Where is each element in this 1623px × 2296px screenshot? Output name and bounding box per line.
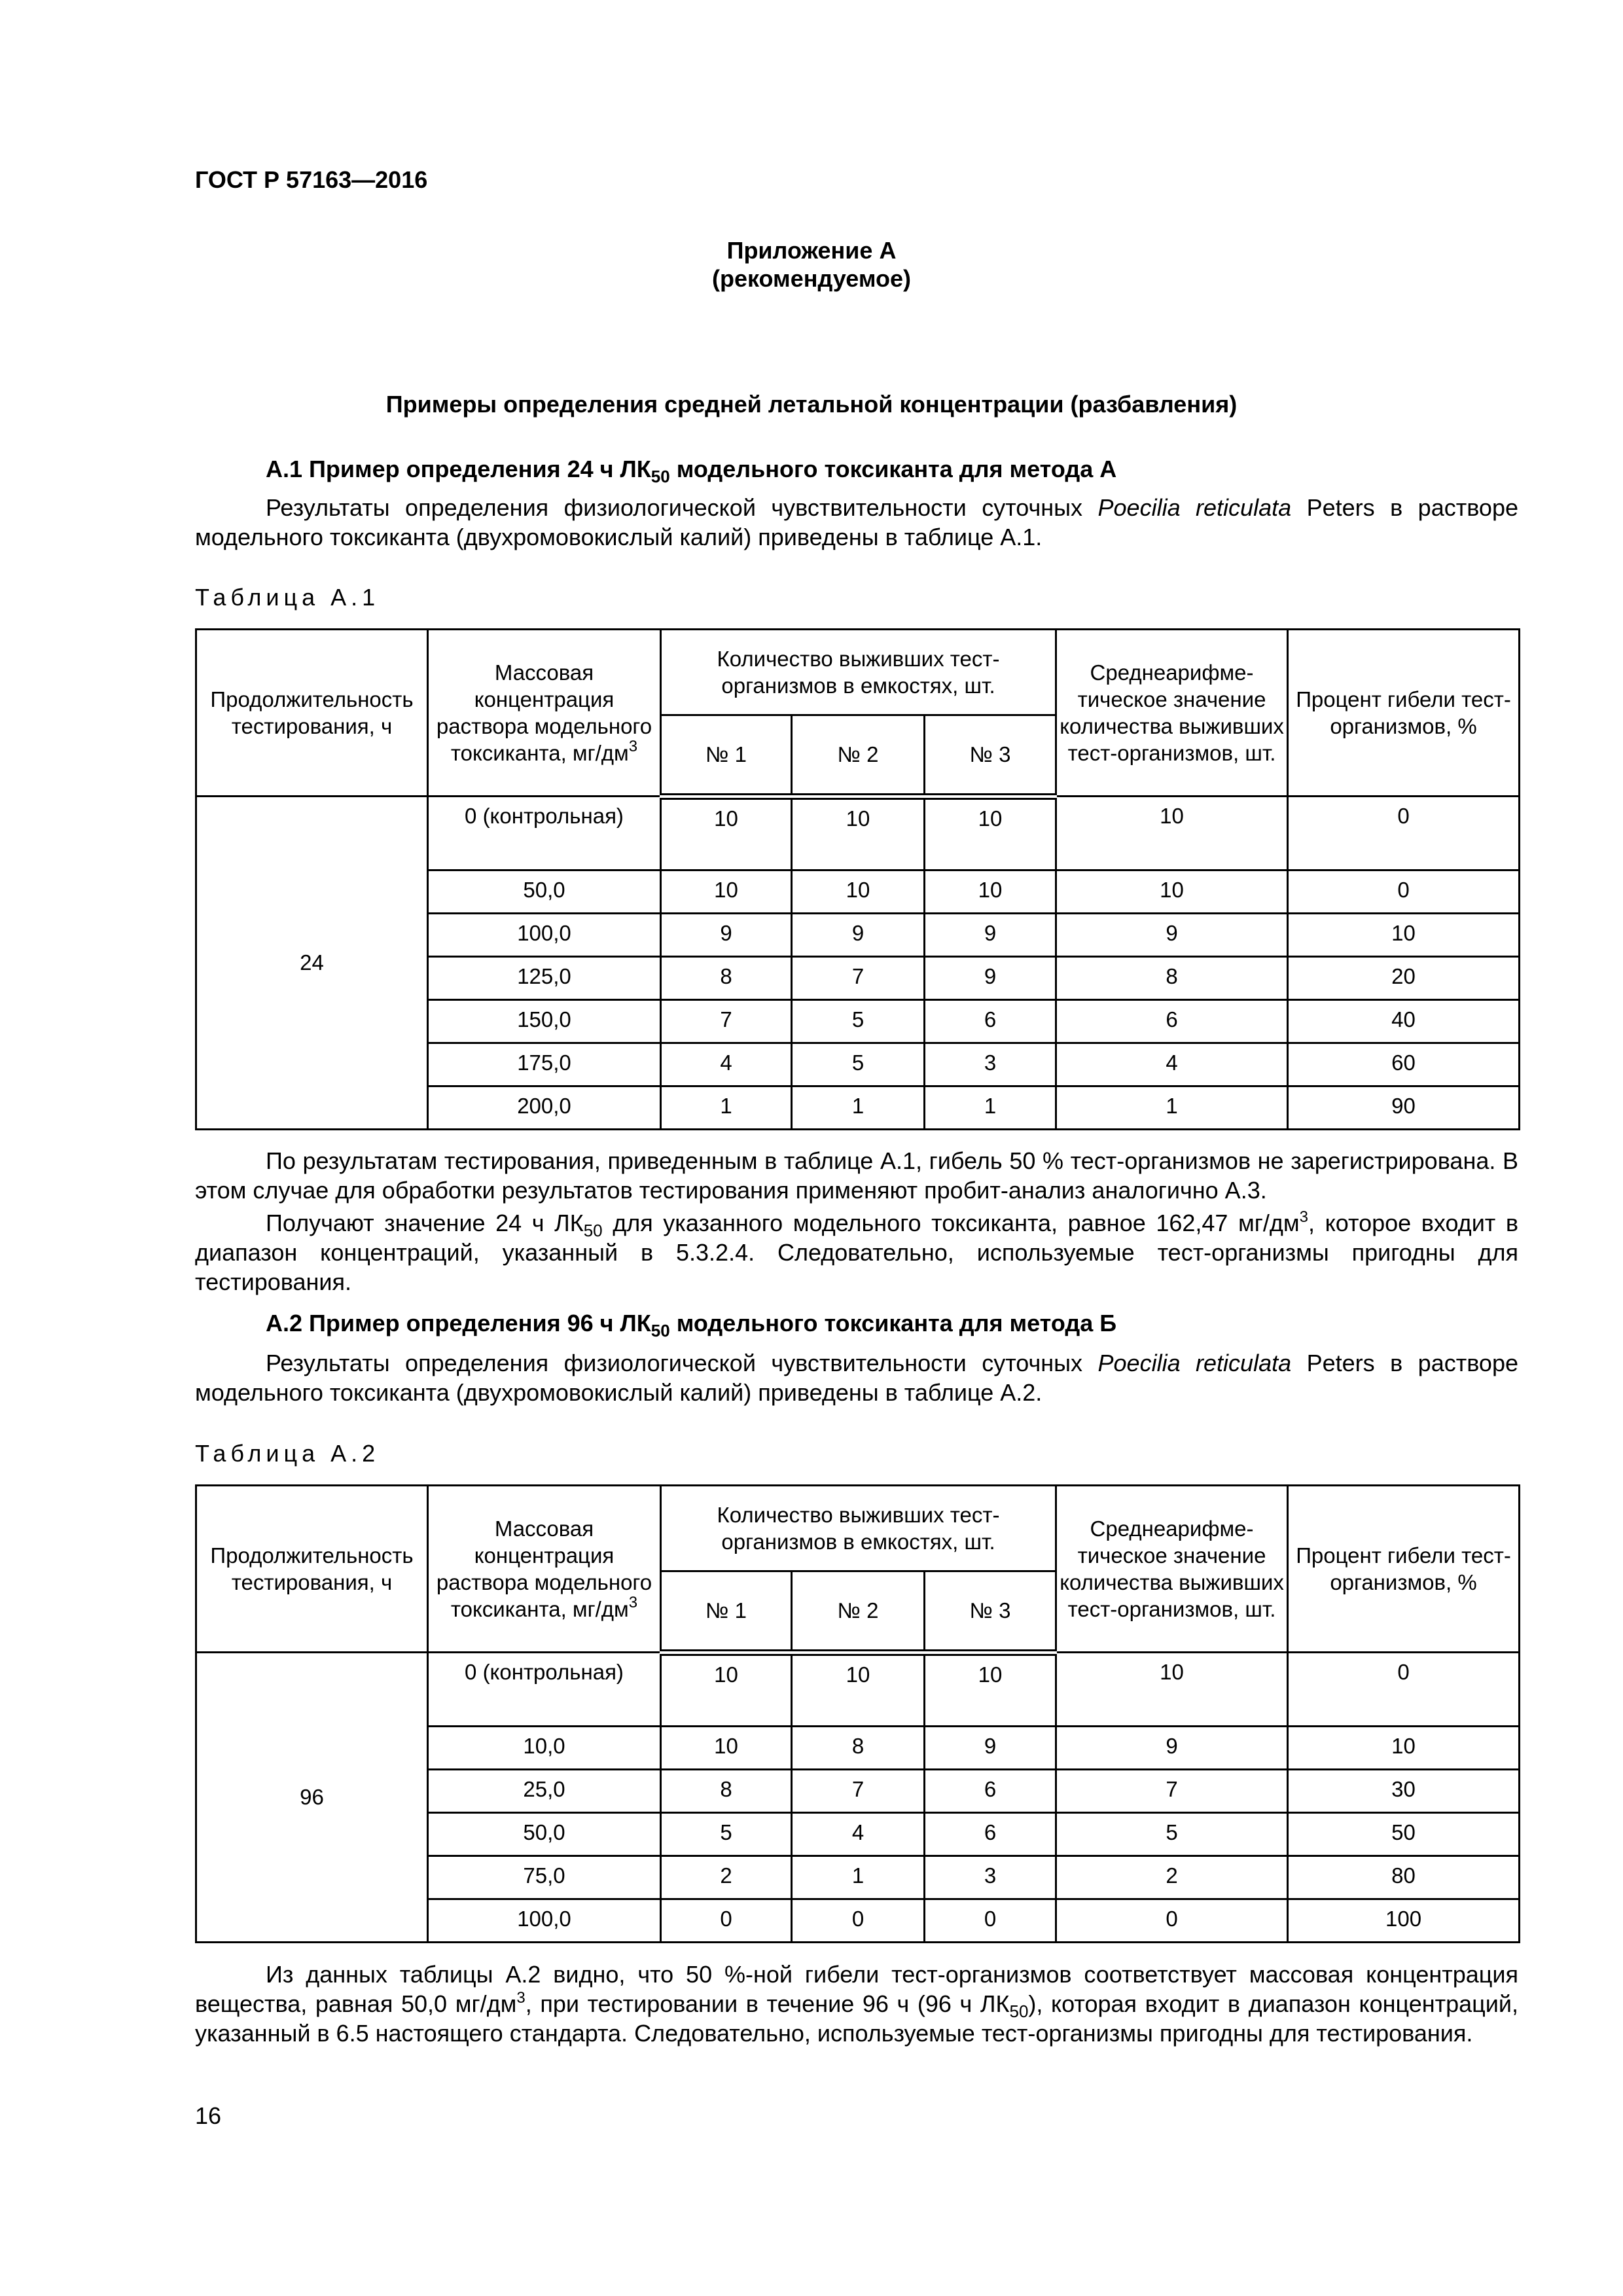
heading-subscript: 50 xyxy=(651,1321,670,1340)
appendix-status: (рекомендуемое) xyxy=(712,265,911,292)
header-concentration xyxy=(428,1486,661,1653)
table-cell: 10 xyxy=(1056,797,1288,870)
table-cell: 4 xyxy=(1056,1043,1288,1086)
table-cell: 10 xyxy=(925,797,1056,870)
table-cell: 0 xyxy=(661,1899,792,1942)
table-cell: 25,0 xyxy=(428,1769,661,1812)
appendix-title: Приложение А xyxy=(726,237,897,264)
section-a1-results xyxy=(195,1146,1518,1297)
section-a1-intro xyxy=(195,493,1518,552)
table-cell: 75,0 xyxy=(428,1856,661,1899)
table-cell: 1 xyxy=(925,1086,1056,1129)
table-cell: 100,0 xyxy=(428,1899,661,1942)
table-cell: 6 xyxy=(925,1812,1056,1856)
subscript: 50 xyxy=(583,1221,603,1240)
header-tank-2: № 2 xyxy=(792,1571,925,1653)
table-a2 xyxy=(195,1484,1520,1943)
table-cell: 10 xyxy=(925,870,1056,913)
text: Результаты определения физиологической чувствительности суточных xyxy=(266,494,1098,521)
table-a1-caption: Таблица А.1 xyxy=(195,584,380,611)
header-concentration xyxy=(428,630,661,797)
header-survivors: Количество выживших тест-организмов в емкостях, шт. xyxy=(661,1486,1056,1571)
table-cell: 175,0 xyxy=(428,1043,661,1086)
page-number: 16 xyxy=(195,2102,222,2129)
table-cell: 8 xyxy=(661,1769,792,1812)
table-cell: 50,0 xyxy=(428,870,661,913)
table-cell: 6 xyxy=(925,999,1056,1043)
table-row xyxy=(196,1653,1520,1727)
header-tank-2: № 2 xyxy=(792,715,925,797)
text: Peters в растворе модельного токсиканта (двухромовокислый калий) приведены в таблице А.1. xyxy=(195,494,1518,550)
header-tank-1: № 1 xyxy=(661,715,792,797)
text: ), которая входит в диапазон концентраций, указанный в 6.5 настоящего стандарта. Следовательно, используемые тест-организмы пригодны для тестирования. xyxy=(195,1990,1518,2047)
table-cell: 40 xyxy=(1288,999,1520,1043)
text: для указанного модельного токсиканта, равное 162,47 мг/дм xyxy=(602,1210,1300,1236)
header-survivors: Количество выживших тест-организмов в емкостях, шт. xyxy=(661,630,1056,715)
header-tank-3: № 3 xyxy=(925,715,1056,797)
table-cell: 10 xyxy=(1288,913,1520,956)
ld50-paragraph xyxy=(195,1208,1518,1297)
table-cell: 8 xyxy=(661,956,792,999)
table-cell: 6 xyxy=(1056,999,1288,1043)
table-cell: 50,0 xyxy=(428,1812,661,1856)
table-cell: 5 xyxy=(1056,1812,1288,1856)
heading-text: А.1 Пример определения 24 ч ЛК xyxy=(266,456,651,482)
table-cell: 8 xyxy=(792,1726,925,1769)
table-cell: 50 xyxy=(1288,1812,1520,1856)
table-cell: 3 xyxy=(925,1856,1056,1899)
header-mortality: Процент гибели тест-организмов, % xyxy=(1288,630,1520,797)
table-cell: 0 xyxy=(792,1899,925,1942)
table-cell: 10 xyxy=(661,1653,792,1727)
table-cell: 10 xyxy=(661,797,792,870)
table-cell: 5 xyxy=(792,999,925,1043)
header-mortality: Процент гибели тест-организмов, % xyxy=(1288,1486,1520,1653)
superscript: 3 xyxy=(628,738,638,755)
table-cell: 7 xyxy=(661,999,792,1043)
table-cell: 10 xyxy=(661,870,792,913)
text: Из данных таблицы А.2 видно, что 50 %-ной гибели тест-организмов соответствует массовая концентрация вещества, равная 50,0 мг/дм xyxy=(195,1961,1518,2017)
table-cell: 1 xyxy=(1056,1086,1288,1129)
header-text: Массовая концентрация раствора модельного токсиканта, мг/дм xyxy=(436,660,652,765)
results-paragraph: По результатам тестирования, приведенным в таблице А.1, гибель 50 % тест-организмов не зарегистрирована. В этом случае для обработки результатов тестирования применяют пробит-анализ аналогично А.3. xyxy=(195,1147,1518,1204)
table-cell: 9 xyxy=(925,956,1056,999)
table-cell: 4 xyxy=(661,1043,792,1086)
table-cell: 90 xyxy=(1288,1086,1520,1129)
table-cell: 0 xyxy=(1288,797,1520,870)
heading-subscript: 50 xyxy=(651,467,670,486)
section-a1-heading xyxy=(266,454,1116,484)
table-cell: 0 xyxy=(1288,870,1520,913)
header-tank-3: № 3 xyxy=(925,1571,1056,1653)
table-cell: 9 xyxy=(925,913,1056,956)
header-mean: Среднеарифме-тическое значение количества выживших тест-организмов, шт. xyxy=(1056,1486,1288,1653)
table-cell: 3 xyxy=(925,1043,1056,1086)
section-a2-results xyxy=(195,1960,1518,2048)
heading-text: А.2 Пример определения 96 ч ЛК xyxy=(266,1310,651,1336)
table-cell: 60 xyxy=(1288,1043,1520,1086)
table-cell: 100,0 xyxy=(428,913,661,956)
superscript: 3 xyxy=(628,1594,638,1611)
table-cell: 7 xyxy=(792,956,925,999)
table-a2-caption: Таблица А.2 xyxy=(195,1440,380,1467)
table-cell: 1 xyxy=(792,1086,925,1129)
table-cell: 1 xyxy=(661,1086,792,1129)
table-cell: 20 xyxy=(1288,956,1520,999)
section-a2-heading xyxy=(266,1308,1116,1338)
header-mean: Среднеарифме-тическое значение количества выживших тест-организмов, шт. xyxy=(1056,630,1288,797)
table-cell: 0 (контрольная) xyxy=(428,797,661,870)
table-cell: 100 xyxy=(1288,1899,1520,1942)
table-cell: 10 xyxy=(1288,1726,1520,1769)
text: Результаты определения физиологической чувствительности суточных xyxy=(266,1350,1098,1376)
table-cell: 10,0 xyxy=(428,1726,661,1769)
table-a1 xyxy=(195,628,1520,1130)
table-cell: 10 xyxy=(925,1653,1056,1727)
table-cell: 0 xyxy=(1288,1653,1520,1727)
table-cell: 2 xyxy=(661,1856,792,1899)
table-cell: 10 xyxy=(1056,870,1288,913)
species-name: Poecilia reticulata xyxy=(1097,1350,1292,1376)
table-cell: 9 xyxy=(925,1726,1056,1769)
table-cell: 150,0 xyxy=(428,999,661,1043)
table-cell: 0 (контрольная) xyxy=(428,1653,661,1727)
subscript: 50 xyxy=(1009,2001,1029,2021)
text: , которое входит в диапазон концентраций, указанный в 5.3.2.4. Следовательно, используемые тест-организмы пригодны для тестирования. xyxy=(195,1210,1518,1295)
table-cell: 5 xyxy=(661,1812,792,1856)
header-duration: Продолжительность тестирования, ч xyxy=(196,1486,428,1653)
table-cell: 30 xyxy=(1288,1769,1520,1812)
table-cell: 5 xyxy=(792,1043,925,1086)
table-cell: 9 xyxy=(1056,1726,1288,1769)
text: Peters в растворе модельного токсиканта (двухромовокислый калий) приведены в таблице А.2. xyxy=(195,1350,1518,1406)
table-cell: 0 xyxy=(925,1899,1056,1942)
table-cell: 10 xyxy=(661,1726,792,1769)
table-cell: 6 xyxy=(925,1769,1056,1812)
table-cell: 9 xyxy=(1056,913,1288,956)
table-cell: 7 xyxy=(792,1769,925,1812)
header-tank-1: № 1 xyxy=(661,1571,792,1653)
table-cell: 10 xyxy=(792,1653,925,1727)
header-text: Массовая концентрация раствора модельного токсиканта, мг/дм xyxy=(436,1516,652,1621)
page-title: Примеры определения средней летальной концентрации (разбавления) xyxy=(385,391,1238,418)
table-cell: 4 xyxy=(792,1812,925,1856)
table-row xyxy=(196,797,1520,870)
species-name: Poecilia reticulata xyxy=(1097,494,1292,521)
superscript: 3 xyxy=(1299,1208,1309,1226)
document-header: ГОСТ Р 57163—2016 xyxy=(195,166,428,193)
table-cell: 10 xyxy=(792,870,925,913)
table-cell: 7 xyxy=(1056,1769,1288,1812)
table-cell: 10 xyxy=(1056,1653,1288,1727)
superscript: 3 xyxy=(516,1989,526,2007)
table-cell: 125,0 xyxy=(428,956,661,999)
section-a2-intro xyxy=(195,1348,1518,1407)
table-cell: 10 xyxy=(792,797,925,870)
table-cell: 9 xyxy=(792,913,925,956)
text: , при тестировании в течение 96 ч (96 ч ЛК xyxy=(525,1990,1010,2017)
table-cell: 9 xyxy=(661,913,792,956)
heading-text: модельного токсиканта для метода Б xyxy=(669,1310,1117,1336)
heading-text: модельного токсиканта для метода А xyxy=(669,456,1117,482)
table-cell: 8 xyxy=(1056,956,1288,999)
table-cell: 2 xyxy=(1056,1856,1288,1899)
header-duration: Продолжительность тестирования, ч xyxy=(196,630,428,797)
text: Получают значение 24 ч ЛК xyxy=(266,1210,584,1236)
duration-cell: 24 xyxy=(196,797,428,1130)
table-cell: 1 xyxy=(792,1856,925,1899)
duration-cell: 96 xyxy=(196,1653,428,1943)
table-cell: 200,0 xyxy=(428,1086,661,1129)
table-cell: 0 xyxy=(1056,1899,1288,1942)
table-cell: 80 xyxy=(1288,1856,1520,1899)
